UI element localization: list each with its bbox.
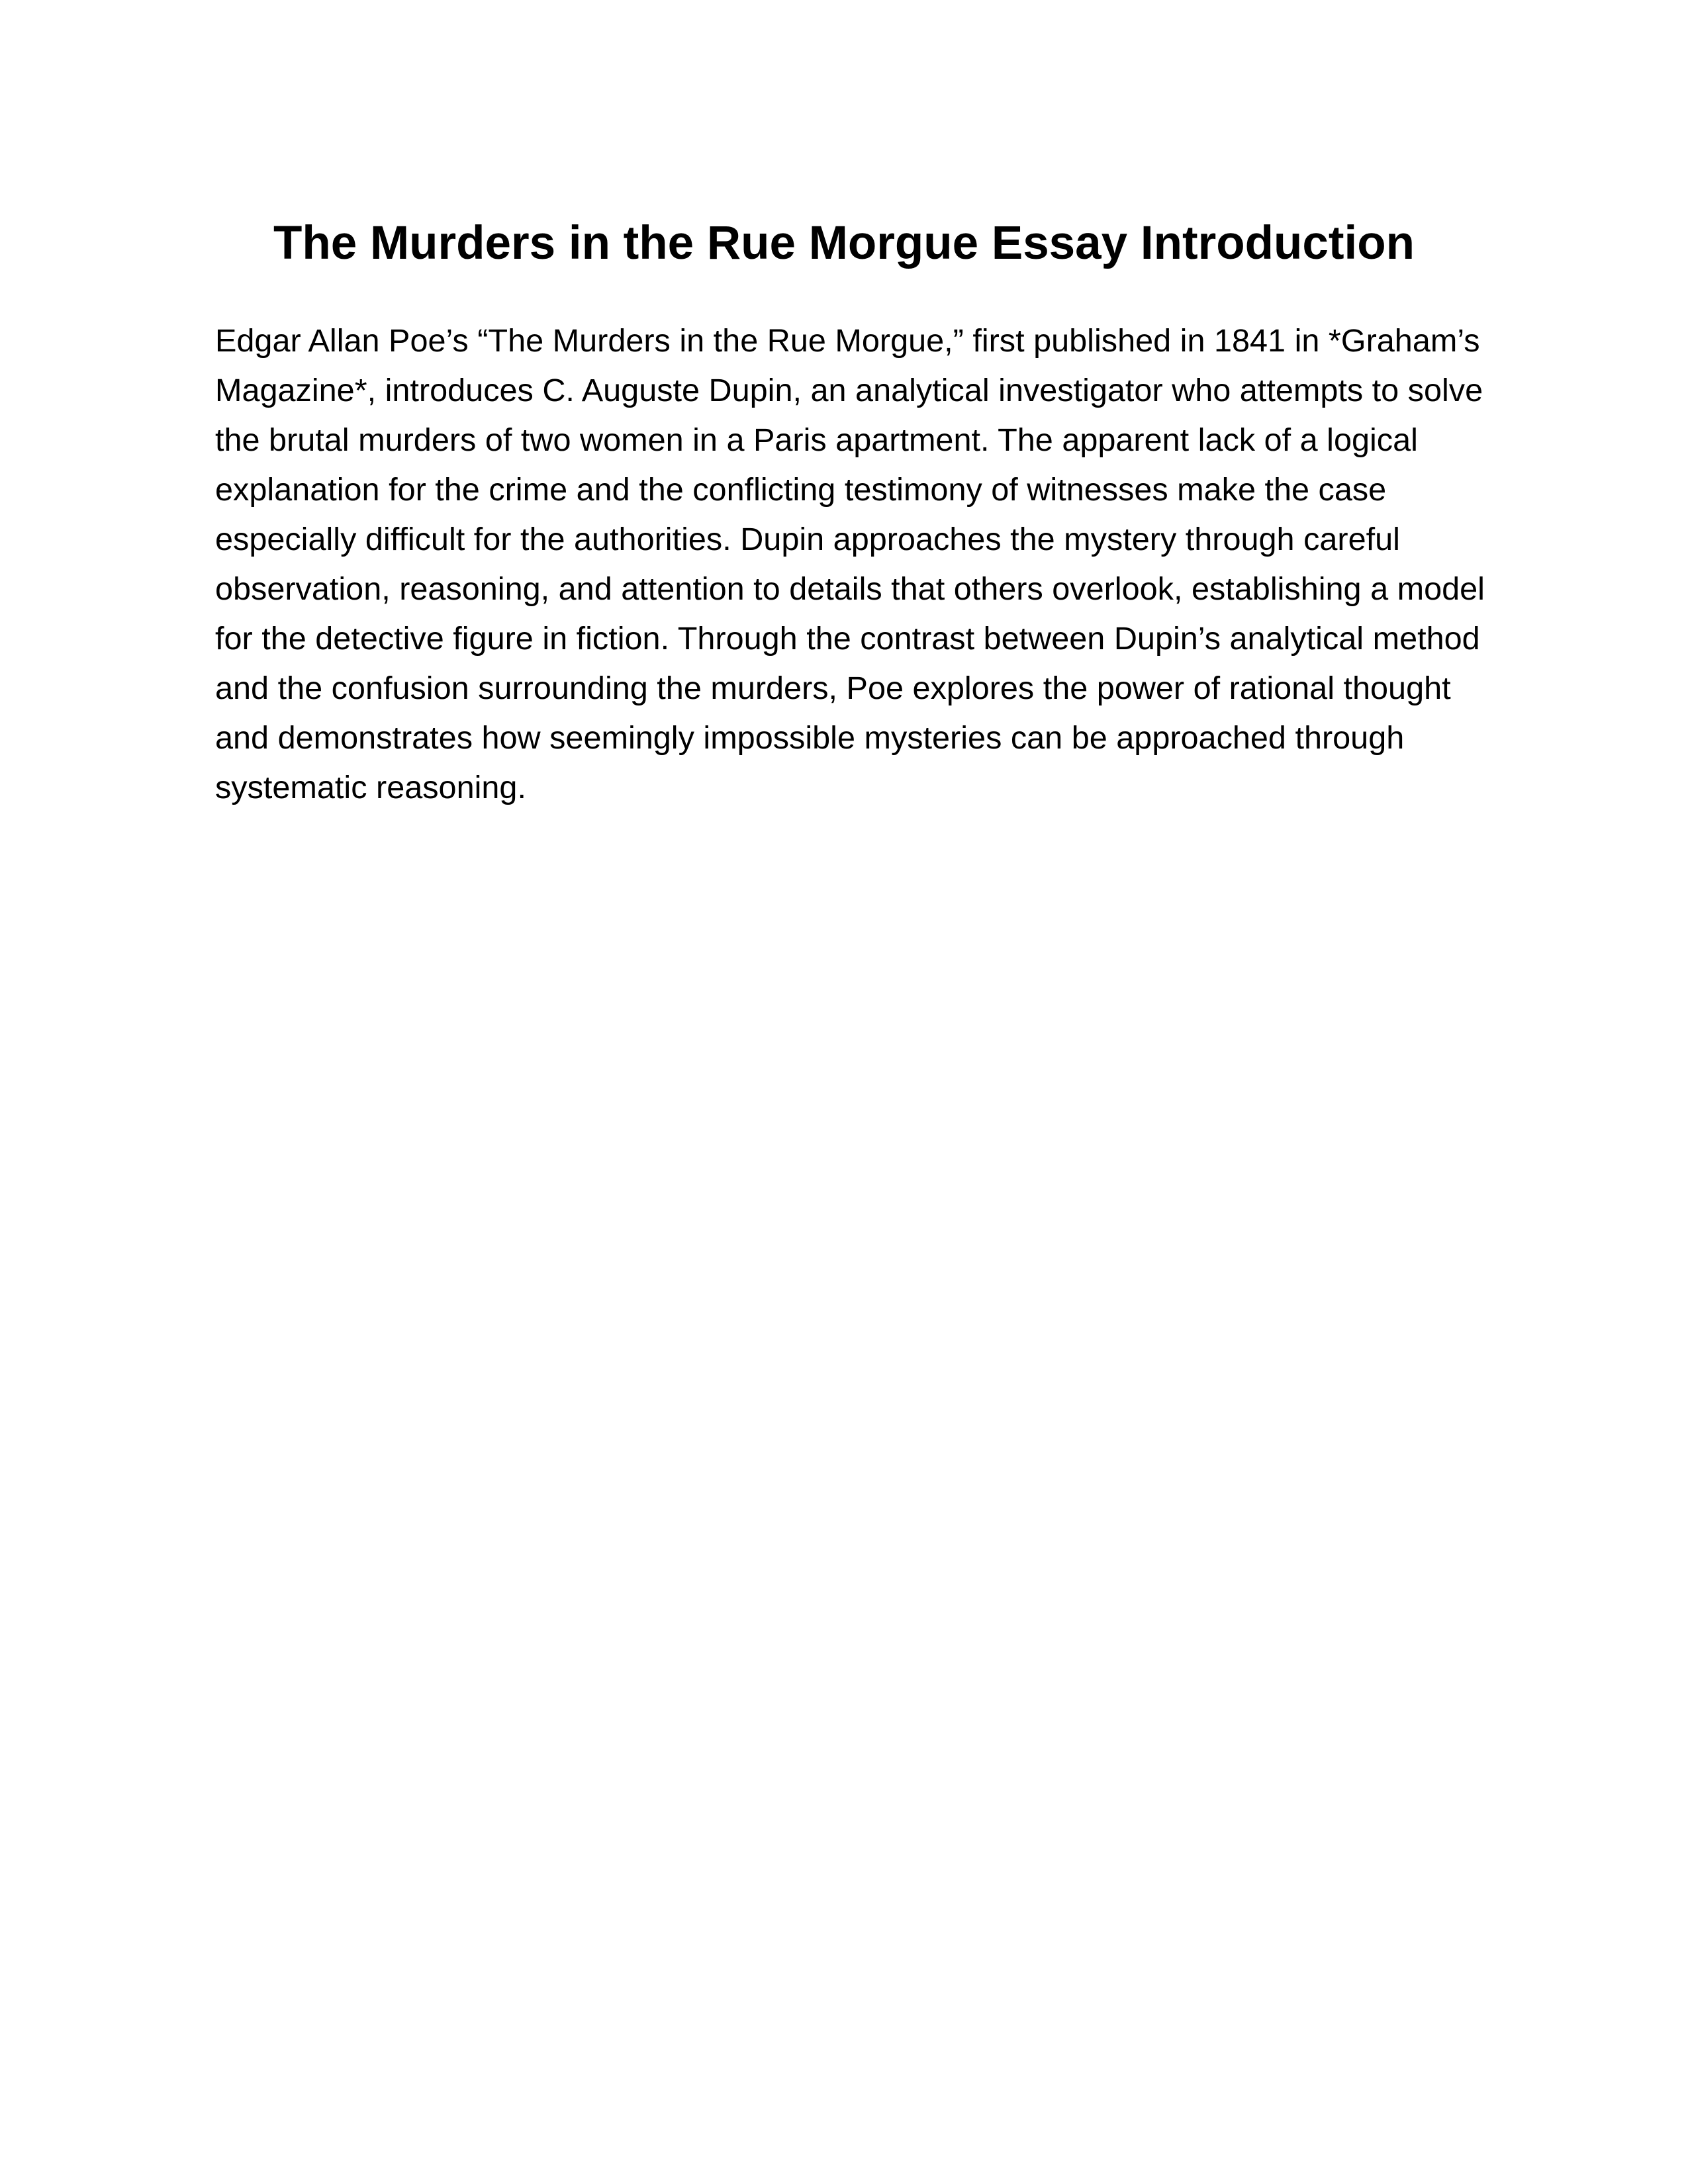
paragraph-line: for the detective figure in fiction. Through the contrast between Dupin’s analytical method	[215, 621, 1480, 657]
paragraph-line: systematic reasoning.	[215, 770, 526, 805]
paragraph-line: and the confusion surrounding the murders, Poe explores the power of rational thought	[215, 670, 1451, 706]
paragraph-line: explanation for the crime and the conflicting testimony of witnesses make the case	[215, 472, 1387, 508]
paragraph-line: and demonstrates how seemingly impossible mysteries can be approached through	[215, 720, 1405, 756]
paragraph-line: Edgar Allan Poe’s “The Murders in the Rue Morgue,” first published in 1841 in *Graham’s	[215, 323, 1480, 359]
paragraph-line: especially difficult for the authorities. Dupin approaches the mystery through careful	[215, 522, 1400, 557]
body-paragraph	[215, 316, 1485, 813]
paragraph-line: the brutal murders of two women in a Paris apartment. The apparent lack of a logical	[215, 422, 1418, 458]
paragraph-line: observation, reasoning, and attention to details that others overlook, establishing a model	[215, 571, 1485, 607]
document-title: The Murders in the Rue Morgue Essay Introduction	[273, 217, 1415, 269]
paragraph-line: Magazine*, introduces C. Auguste Dupin, an analytical investigator who attempts to solve	[215, 373, 1483, 408]
